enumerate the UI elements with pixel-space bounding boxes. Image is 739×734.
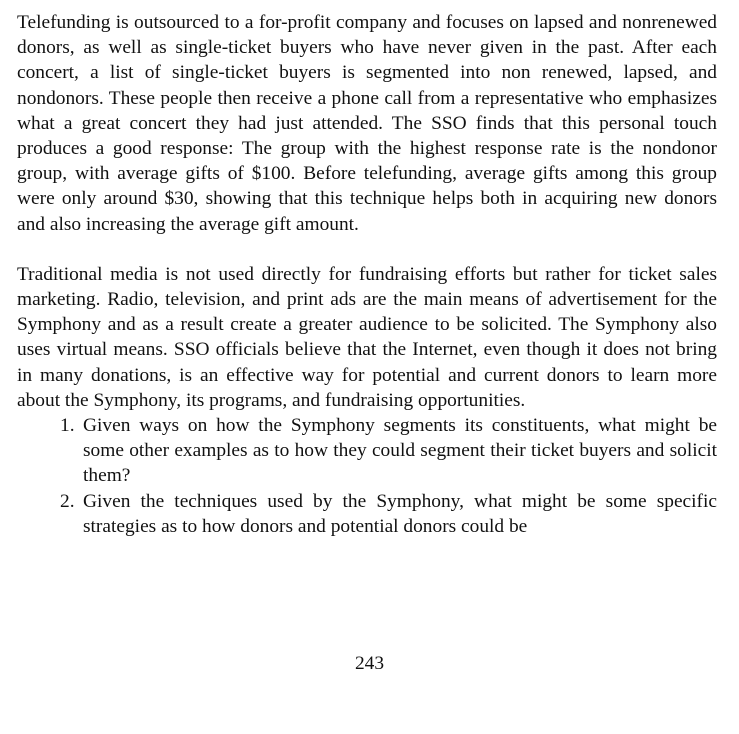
question-text: Given ways on how the Symphony segments its constituents, what might be some other examples as to how they could segment their ticket buyers and solicit them? — [83, 415, 717, 487]
question-item — [17, 413, 717, 489]
document-page — [17, 10, 717, 539]
discussion-questions-list — [17, 413, 717, 539]
question-number: 1. — [60, 415, 75, 437]
question-item — [17, 489, 717, 539]
paragraph-telefunding: Telefunding is outsourced to a for-profit company and focuses on lapsed and nonrenewed donors, as well as single-ticket buyers who have never given in the past. After each concert, a list of single-ticket buyers is segmented into non renewed, lapsed, and nondonors. These people then receive a phone call from a representative who emphasizes what a great concert they had just attended. The SSO finds that this personal touch produces a good response: The group with the highest response rate is the nondonor group, with average gifts of $100. Before telefunding, average gifts among this group were only around $30, showing that this technique helps both in acquiring new donors and also increasing the average gift amount. — [17, 12, 717, 235]
page-number: 243 — [354, 653, 385, 674]
question-number: 2. — [60, 490, 75, 512]
question-text: Given the techniques used by the Symphony, what might be some specific strategies as to how donors and potential donors could be — [83, 490, 717, 537]
paragraph-traditional-media: Traditional media is not used directly for fundraising efforts but rather for ticket sales marketing. Radio, television, and print ads are the main means of advertisement for the Symphony and as a result create a greater audience to be solicited. The Symphony also uses virtual means. SSO officials believe that the Internet, even though it does not bring in many donations, is an effective way for potential and current donors to learn more about the Symphony, its programs, and fundraising opportunities. — [17, 263, 717, 411]
